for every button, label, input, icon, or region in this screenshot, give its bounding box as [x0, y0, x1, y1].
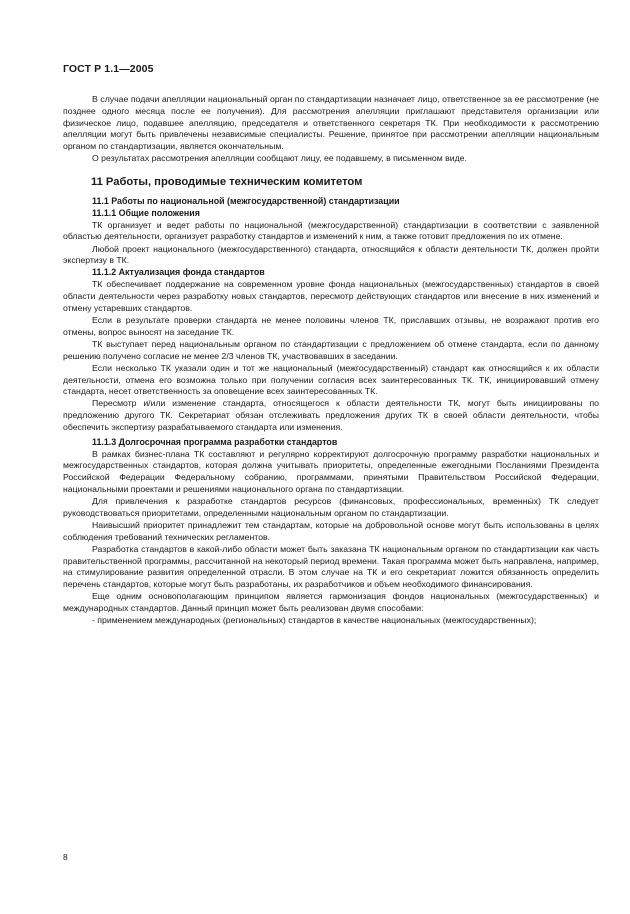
document-body — [63, 94, 599, 627]
paragraph: Еще одним основополагающим принципом является гармонизация фондов национальных (межгосударственных) и международных стандартов. Данный принцип может быть реализован двумя способами: — [63, 591, 599, 614]
paragraph: В рамках бизнес-плана ТК составляют и регулярно корректируют долгосрочную программу разработки национальных и межгосударственных стандартов, которая должна учитывать приоритеты, определенные ежегодными Посланиями Президента Российской Федерации Федеральному собранию, программами, принятыми Правительством Российской Федерации, национальными проектами и решениями национального органа по стандартизации. — [63, 448, 599, 494]
clause-heading: 11.1.1 Общие положения — [92, 207, 200, 218]
paragraph: Разработка стандартов в какой-либо области может быть заказана ТК национальным органом по стандартизации как часть правительственной программы, рассчитанной на некоторый период времени. Такая программа может быть направлена, например, на стимулирование развития определенной отрасли. В этом случае на ТК и его секретариат ложится обязанность определить перечень стандартов, которые могут быть разработаны, их разработчиков и объем необходимого финансирования. — [63, 543, 599, 590]
paragraph: ТК выступает перед национальным органом по стандартизации с предложением об отмене стандарта, если по данному решению получено согласие не менее 2/3 членов ТК, участвовавших в заседании. — [63, 338, 599, 361]
paragraph: Если несколько ТК указали один и тот же национальный (межгосударственный) стандарт как относящийся к их области деятельности, отмена его возможна только при получении согласия всех заинтересованных ТК. ТК, инициировавший отмену стандарта, несет ответственность за оповещение всех заинтересованных ТК. — [63, 362, 599, 397]
list-item: - применением международных (региональных) стандартов в качестве национальных (межгосударственных); — [92, 615, 537, 626]
paragraph: Пересмотр и/или изменение стандарта, относящегося к области деятельности ТК, могут быть инициированы по предложению другого ТК. Секретариат обязан отслеживать предложения других ТК в своей области деятельности, чтобы обеспечить экспертизу разрабатываемого стандарта или изменения. — [63, 398, 599, 432]
page-number: 8 — [63, 852, 68, 862]
paragraph: Наивысший приоритет принадлежит тем стандартам, которые на добровольной основе могут быть использованы в целях соблюдения требований технических регламентов. — [63, 519, 599, 542]
paragraph: Если в результате проверки стандарта не менее половины членов ТК, приславших отзывы, не возражают против его отмены, вопрос выносят на заседание ТК. — [63, 314, 599, 337]
paragraph: Любой проект национального (межгосударственного) стандарта, относящийся к области деятельности ТК, должен пройти экспертизу в ТК. — [63, 243, 599, 266]
paragraph: В случае подачи апелляции национальный орган по стандартизации назначает лицо, ответственное за ее рассмотрение (не позднее одного месяца после ее получения). Для рассмотрения апелляции приглашают представителя организации или физическое лицо, подавшее апелляцию, председателя и ответственного секретаря ТК. При необходимости к рассмотрению апелляции могут быть привлечены независимые специалисты. Решение, принятое при рассмотрении апелляции национальным органом по стандартизации, является окончательным. — [63, 94, 599, 152]
section-heading: 11 Работы, проводимые техническим комитетом — [91, 176, 363, 189]
subsection-heading: 11.1 Работы по национальной (межгосударственной) стандартизации — [92, 196, 400, 207]
clause-heading: 11.1.2 Актуализация фонда стандартов — [92, 267, 265, 278]
paragraph: Для привлечения к разработке стандартов ресурсов (финансовых, профессиональных, временны́х) ТК следует руководствоваться приоритетами, определенными национальным органом по стандартизации. — [63, 496, 599, 518]
document-designation: ГОСТ Р 1.1—2005 — [63, 63, 154, 75]
clause-heading: 11.1.3 Долгосрочная программа разработки стандартов — [92, 436, 338, 447]
paragraph: ТК организует и ведет работы по национальной (межгосударственной) стандартизации в соответствии с заявленной областью деятельности, организует разработку стандартов и изменений к ним, а также готовит предложения по их отмене. — [63, 219, 599, 242]
paragraph: О результатах рассмотрения апелляции сообщают лицу, ее подавшему, в письменном виде. — [92, 153, 467, 164]
paragraph: ТК обеспечивает поддержание на современном уровне фонда национальных (межгосударственных) стандартов в своей области деятельности через разработку новых стандартов, пересмотр действующих стандартов или внесение в них изменений и отмену устаревших стандартов. — [63, 279, 599, 313]
